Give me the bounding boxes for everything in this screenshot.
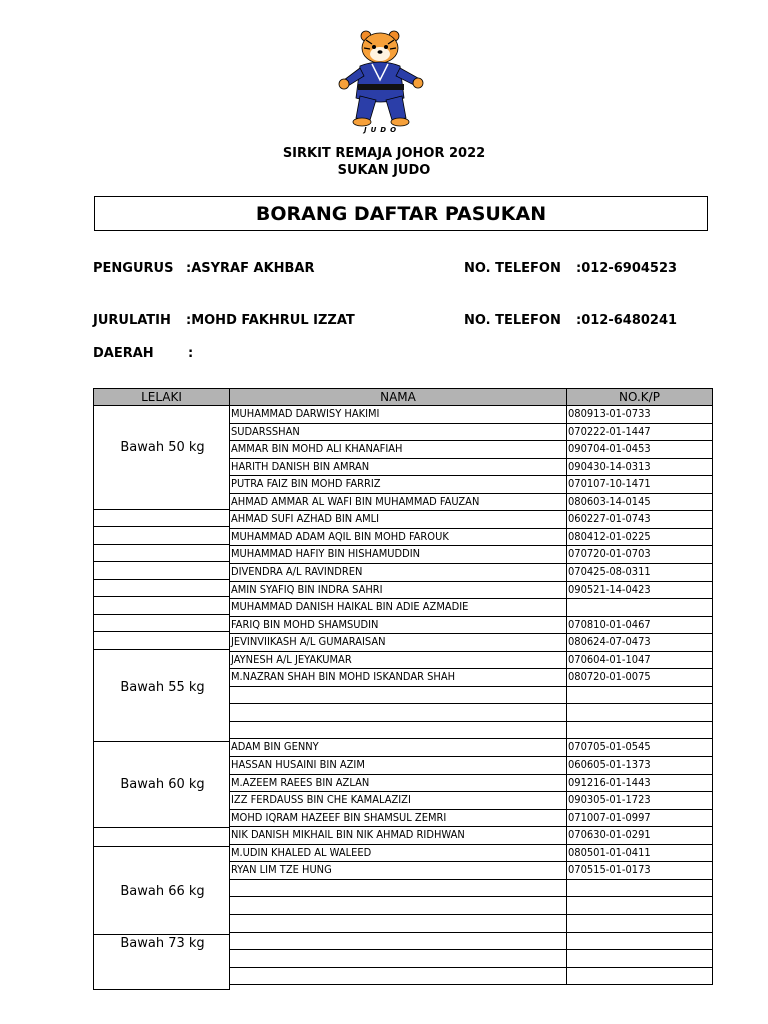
nokp-cell: 070705-01-0545 — [566, 738, 713, 757]
category-label: Bawah 55 kg — [120, 680, 205, 695]
nokp-cell: 090521-14-0423 — [566, 581, 713, 599]
category-cell — [93, 741, 230, 828]
name-cell: M.UDIN KHALED AL WALEED — [229, 844, 567, 862]
category-cell — [93, 827, 230, 847]
team-table — [93, 388, 713, 990]
name-cell: MOHD IQRAM HAZEEF BIN SHAMSUL ZEMRI — [229, 809, 567, 827]
category-cell — [93, 561, 230, 580]
name-cell: FARIQ BIN MOHD SHAMSUDIN — [229, 616, 567, 634]
category-cell — [93, 649, 230, 742]
name-cell: MUHAMMAD DARWISY HAKIMI — [229, 405, 567, 424]
event-subtitle: SUKAN JUDO — [337, 163, 431, 178]
category-label: Bawah 50 kg — [120, 440, 205, 455]
name-cell: HARITH DANISH BIN AMRAN — [229, 458, 567, 476]
category-label: Bawah 66 kg — [120, 884, 205, 899]
name-cell: PUTRA FAIZ BIN MOHD FARRIZ — [229, 475, 567, 494]
nokp-cell — [566, 879, 713, 897]
event-title: SIRKIT REMAJA JOHOR 2022 — [282, 146, 486, 161]
name-cell — [229, 932, 567, 950]
category-cell — [93, 579, 230, 597]
daerah-value: : — [188, 346, 194, 361]
category-cell — [93, 544, 230, 562]
name-cell — [229, 896, 567, 915]
name-cell: AMIN SYAFIQ BIN INDRA SAHRI — [229, 581, 567, 599]
telefon-label-1: NO. TELEFON — [464, 261, 561, 276]
name-cell: MUHAMMAD HAFIY BIN HISHAMUDDIN — [229, 545, 567, 564]
nokp-cell: 080720-01-0075 — [566, 668, 713, 687]
category-cell — [93, 405, 230, 510]
header-nama: NAMA — [229, 388, 567, 406]
nokp-cell: 060605-01-1373 — [566, 756, 713, 775]
nokp-cell — [566, 932, 713, 950]
name-cell — [229, 703, 567, 722]
nokp-cell: 070222-01-1447 — [566, 423, 713, 441]
name-cell: ADAM BIN GENNY — [229, 738, 567, 757]
name-cell: IZZ FERDAUSS BIN CHE KAMALAZIZI — [229, 791, 567, 810]
daerah-label: DAERAH — [93, 346, 154, 361]
name-cell: JEVINVIIKASH A/L GUMARAISAN — [229, 633, 567, 652]
name-cell — [229, 721, 567, 739]
category-cell — [93, 934, 230, 990]
nokp-cell: 080501-01-0411 — [566, 844, 713, 862]
name-cell: M.NAZRAN SHAH BIN MOHD ISKANDAR SHAH — [229, 668, 567, 687]
pengurus-label: PENGURUS — [93, 261, 174, 276]
nokp-cell — [566, 949, 713, 968]
telefon-label-2: NO. TELEFON — [464, 313, 561, 328]
category-cell — [93, 614, 230, 632]
nokp-cell: 090305-01-1723 — [566, 791, 713, 810]
nokp-cell: 070720-01-0703 — [566, 545, 713, 564]
header-nokp: NO.K/P — [566, 388, 713, 406]
name-cell: MUHAMMAD ADAM AQIL BIN MOHD FAROUK — [229, 528, 567, 546]
name-cell: AHMAD SUFI AZHAD BIN AMLI — [229, 510, 567, 529]
category-cell — [93, 509, 230, 527]
nokp-cell: 080603-14-0145 — [566, 493, 713, 511]
nokp-cell — [566, 686, 713, 704]
nokp-cell: 070810-01-0467 — [566, 616, 713, 634]
form-title-text: BORANG DAFTAR PASUKAN — [255, 202, 547, 225]
category-label: Bawah 60 kg — [120, 777, 205, 792]
name-cell: SUDARSSHAN — [229, 423, 567, 441]
name-cell — [229, 967, 567, 985]
name-cell: HASSAN HUSAINI BIN AZIM — [229, 756, 567, 775]
nokp-cell: 080913-01-0733 — [566, 405, 713, 424]
nokp-cell: 070425-08-0311 — [566, 563, 713, 582]
name-cell — [229, 686, 567, 704]
name-cell: MUHAMMAD DANISH HAIKAL BIN ADIE AZMADIE — [229, 598, 567, 617]
nokp-cell: 070604-01-1047 — [566, 651, 713, 669]
name-cell: M.AZEEM RAEES BIN AZLAN — [229, 774, 567, 792]
telefon-value-2: :012-6480241 — [576, 313, 678, 328]
nokp-cell — [566, 914, 713, 933]
name-cell: AHMAD AMMAR AL WAFI BIN MUHAMMAD FAUZAN — [229, 493, 567, 511]
name-cell — [229, 914, 567, 933]
name-cell — [229, 879, 567, 897]
name-cell: JAYNESH A/L JEYAKUMAR — [229, 651, 567, 669]
nokp-cell: 070107-10-1471 — [566, 475, 713, 494]
nokp-cell: 071007-01-0997 — [566, 809, 713, 827]
category-cell — [93, 631, 230, 650]
jurulatih-value: :MOHD FAKHRUL IZZAT — [186, 313, 355, 328]
logo-caption: JUDO — [363, 126, 401, 134]
nokp-cell — [566, 967, 713, 985]
category-cell — [93, 846, 230, 935]
form-title — [94, 196, 708, 231]
pengurus-value: :ASYRAF AKHBAR — [186, 261, 315, 276]
nokp-cell: 080624-07-0473 — [566, 633, 713, 652]
category-label: Bawah 73 kg — [120, 936, 205, 951]
telefon-value-1: :012-6904523 — [576, 261, 678, 276]
name-cell: RYAN LIM TZE HUNG — [229, 861, 567, 880]
header-lelaki: LELAKI — [93, 388, 230, 406]
nokp-cell: 060227-01-0743 — [566, 510, 713, 529]
nokp-cell — [566, 721, 713, 739]
category-cell — [93, 526, 230, 545]
nokp-cell — [566, 598, 713, 617]
name-cell — [229, 949, 567, 968]
judo-tiger-mascot-logo — [336, 28, 428, 136]
category-cell — [93, 596, 230, 615]
jurulatih-label: JURULATIH — [93, 313, 171, 328]
nokp-cell — [566, 703, 713, 722]
nokp-cell: 080412-01-0225 — [566, 528, 713, 546]
name-cell: DIVENDRA A/L RAVINDREN — [229, 563, 567, 582]
nokp-cell: 091216-01-1443 — [566, 774, 713, 792]
nokp-cell: 070630-01-0291 — [566, 826, 713, 845]
nokp-cell — [566, 896, 713, 915]
nokp-cell: 090704-01-0453 — [566, 440, 713, 459]
nokp-cell: 070515-01-0173 — [566, 861, 713, 880]
name-cell: AMMAR BIN MOHD ALI KHANAFIAH — [229, 440, 567, 459]
nokp-cell: 090430-14-0313 — [566, 458, 713, 476]
name-cell: NIK DANISH MIKHAIL BIN NIK AHMAD RIDHWAN — [229, 826, 567, 845]
